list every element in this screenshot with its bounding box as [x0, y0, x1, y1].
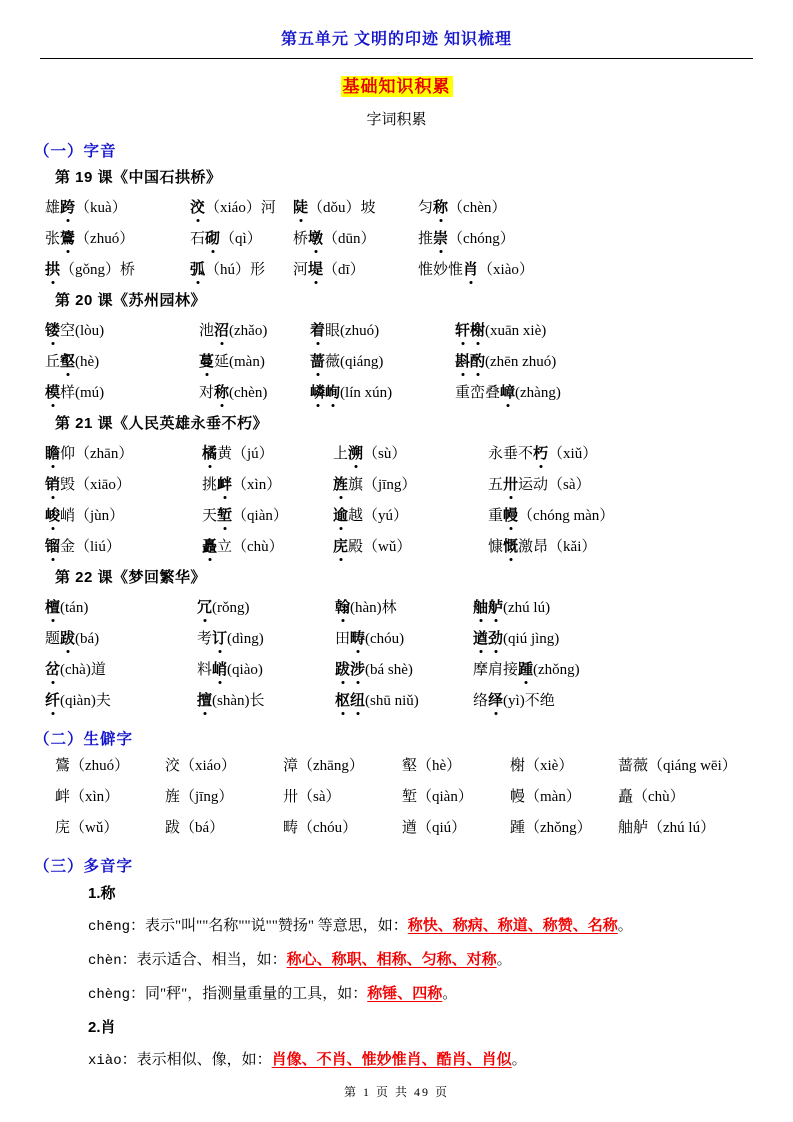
rare-char-item: 庑（wǔ） [55, 820, 119, 836]
word-text: 料 [197, 662, 213, 678]
word-row [45, 686, 753, 717]
emphasized-char: 卅 [503, 470, 518, 501]
rare-char-item: 畴（chóu） [283, 820, 358, 836]
word-item [45, 224, 190, 255]
word-text: （qiàn） [232, 508, 288, 524]
word-row [45, 193, 753, 224]
pinyin-label: chēng [88, 919, 131, 935]
word-item [190, 224, 293, 255]
word-item [45, 470, 202, 501]
word-text: 题 [45, 631, 61, 647]
word-text: 张 [45, 231, 61, 247]
word-row [45, 316, 753, 347]
word-text: (hè) [75, 354, 100, 370]
emphasized-char: 衅 [217, 470, 232, 501]
rare-char-item: 壑（hè） [402, 758, 462, 774]
emphasized-char: 酌 [470, 347, 485, 378]
rare-char-item: 遒（qiú） [402, 820, 467, 836]
rare-char-item: 漳（zhāng） [283, 758, 364, 774]
rare-char-item: 幔（màn） [510, 789, 581, 805]
word-text: （dī） [323, 262, 365, 278]
word-item [455, 378, 753, 409]
emphasized-char: 蔷 [310, 347, 325, 378]
example-words: 称快、称病、称道、称赞、名称 [407, 918, 618, 934]
word-text: (qiú jìng) [503, 631, 560, 647]
word-item [45, 624, 197, 655]
definition-text: ：同"秤"，指测量重量的工具，如： [130, 986, 368, 1002]
polyphone-heading: 2.肖 [88, 1019, 116, 1036]
example-words: 肖像、不肖、惟妙惟肖、酷肖、肖似 [271, 1052, 512, 1068]
lesson-block [40, 286, 753, 409]
word-text: 重 [488, 508, 504, 524]
rare-char-list [40, 751, 753, 844]
emphasized-char: 肖 [463, 255, 478, 286]
emphasized-char: 翰 [335, 593, 350, 624]
sentence-end: 。 [617, 918, 633, 934]
rare-char-item: 洨（xiáo） [165, 758, 236, 774]
word-row [45, 501, 753, 532]
word-text: (rǒng) [212, 600, 250, 616]
emphasized-char: 擅 [197, 686, 212, 717]
word-text: （kuà） [75, 200, 127, 216]
emphasized-char: 称 [214, 378, 229, 409]
emphasized-char: 着 [310, 316, 325, 347]
word-item [310, 347, 455, 378]
emphasized-char: 峋 [325, 378, 340, 409]
word-item [45, 255, 190, 286]
word-text: 考 [197, 631, 213, 647]
word-text: （hú）形 [205, 262, 266, 278]
word-text: 慷 [488, 539, 504, 555]
rare-char-item: 榭（xiè） [510, 758, 574, 774]
word-text: 雄 [45, 200, 61, 216]
lesson-block [40, 563, 753, 717]
rare-char-item: 鷟（zhuó） [55, 758, 130, 774]
word-text: 五 [488, 477, 504, 493]
word-item [473, 686, 753, 717]
lesson-title: 第 20 课《苏州园林》 [55, 292, 207, 309]
word-row [45, 624, 753, 655]
sentence-end: 。 [442, 986, 458, 1002]
emphasized-char: 涉 [350, 655, 365, 686]
sentence-end: 。 [496, 952, 512, 968]
word-text: （qì） [220, 231, 262, 247]
word-item [202, 470, 333, 501]
word-row [45, 439, 753, 470]
emphasized-char: 峭 [212, 655, 227, 686]
example-words: 称心、称职、相称、匀称、对称 [286, 952, 497, 968]
word-text: 峭（jùn） [60, 508, 125, 524]
emphasized-char: 订 [212, 624, 227, 655]
highlight-title-row [40, 72, 753, 97]
word-text: 天 [202, 508, 218, 524]
emphasized-char: 砌 [205, 224, 220, 255]
word-text: 上 [333, 446, 349, 462]
word-text: 络 [473, 693, 489, 709]
word-row [45, 224, 753, 255]
emphasized-char: 纤 [45, 686, 60, 717]
word-text: 延(màn) [214, 354, 265, 370]
emphasized-char: 销 [45, 470, 60, 501]
word-text: 丘 [45, 354, 61, 370]
emphasized-char: 峻 [45, 501, 60, 532]
polyphone-line [88, 978, 753, 1012]
word-item [45, 501, 202, 532]
emphasized-char: 壑 [60, 347, 75, 378]
word-text: （chèn） [448, 200, 507, 216]
word-text: (xuān xiè) [485, 323, 547, 339]
word-text: 旗（jīng） [348, 477, 417, 493]
rare-char-item: 舳舻（zhú lú） [618, 820, 716, 836]
rare-char-item: 堑（qiàn） [402, 789, 473, 805]
word-item [45, 686, 197, 717]
lesson-block [40, 163, 753, 286]
word-text: (lín xún) [340, 385, 393, 401]
word-item [293, 224, 418, 255]
word-text: （xìn） [232, 477, 282, 493]
word-text: 黄（jú） [217, 446, 274, 462]
word-text: 挑 [202, 477, 218, 493]
example-words: 称锤、四称 [367, 986, 443, 1002]
word-text: (dìng) [227, 631, 264, 647]
emphasized-char: 嶂 [500, 378, 515, 409]
word-item [45, 532, 202, 563]
word-item [293, 193, 418, 224]
word-text: （dūn） [323, 231, 376, 247]
word-text: 石 [190, 231, 206, 247]
word-text: （xiǔ） [548, 446, 598, 462]
word-text: 金（liú） [60, 539, 121, 555]
word-text: 河 [293, 262, 309, 278]
word-item [335, 686, 473, 717]
emphasized-char: 幔 [503, 501, 518, 532]
word-item [418, 255, 753, 286]
word-text: (zhēn zhuó) [485, 354, 557, 370]
word-item [310, 316, 455, 347]
emphasized-char: 枢 [335, 686, 350, 717]
emphasized-char: 舳 [473, 593, 488, 624]
word-item [418, 193, 753, 224]
word-item [202, 501, 333, 532]
rare-char-row [55, 751, 753, 782]
word-item [333, 501, 488, 532]
emphasized-char: 舻 [488, 593, 503, 624]
word-text: 激昂（kǎi） [518, 539, 597, 555]
word-text: 摩肩接 [473, 662, 519, 678]
rare-char-item: 蔷薇（qiáng wēi） [618, 758, 737, 774]
emphasized-char: 榭 [470, 316, 485, 347]
word-item [45, 593, 197, 624]
emphasized-char: 冗 [197, 593, 212, 624]
emphasized-char: 朽 [533, 439, 548, 470]
word-text: 运动（sà） [518, 477, 591, 493]
highlight-title: 基础知识积累 [342, 77, 451, 96]
emphasized-char: 劲 [488, 624, 503, 655]
word-text: (zhàng) [515, 385, 561, 401]
word-item [333, 470, 488, 501]
word-text: （xiào） [478, 262, 534, 278]
word-text: 推 [418, 231, 434, 247]
polyphone-heading: 1.称 [88, 885, 116, 902]
word-text: （chóng màn） [518, 508, 615, 524]
emphasized-char: 洨 [190, 193, 205, 224]
word-item [190, 193, 293, 224]
lesson-title: 第 21 课《人民英雄永垂不朽》 [55, 415, 269, 432]
word-item [199, 378, 310, 409]
word-item [45, 378, 199, 409]
emphasized-char: 踵 [518, 655, 533, 686]
word-text: （dǒu）坡 [308, 200, 376, 216]
emphasized-char: 岔 [45, 655, 60, 686]
rare-char-item: 矗（chù） [618, 789, 685, 805]
word-text: 惟妙惟 [418, 262, 464, 278]
word-text: 立（chù） [217, 539, 284, 555]
word-text: （sù） [363, 446, 407, 462]
word-item [488, 439, 753, 470]
word-text: 永垂不 [488, 446, 534, 462]
header-divider [40, 58, 753, 59]
emphasized-char: 陡 [293, 193, 308, 224]
emphasized-char: 堤 [308, 255, 323, 286]
word-text: (qiào) [227, 662, 263, 678]
word-row [45, 532, 753, 563]
definition-text: ：表示相似、像，如： [121, 1052, 272, 1068]
emphasized-char: 轩 [455, 316, 470, 347]
rare-char-item: 衅（xìn） [55, 789, 120, 805]
word-item [335, 655, 473, 686]
word-text: （chóng） [448, 231, 515, 247]
emphasized-char: 遒 [473, 624, 488, 655]
emphasized-char: 拱 [45, 255, 60, 286]
rare-char-item: 跋（bá） [165, 820, 225, 836]
section-label-polyphones: （三）多音字 [34, 858, 134, 875]
document-title: 第五单元 文明的印迹 知识梳理 [280, 31, 512, 48]
word-text: (zhǎo) [229, 323, 268, 339]
emphasized-char: 镏 [45, 532, 60, 563]
word-row [45, 378, 753, 409]
emphasized-char: 堑 [217, 501, 232, 532]
emphasized-char: 跋 [60, 624, 75, 655]
word-text: 对 [199, 385, 215, 401]
lesson-block [40, 409, 753, 563]
definition-text: ：表示适合、相当，如： [121, 952, 287, 968]
polyphone-line [88, 1044, 753, 1078]
emphasized-char: 模 [45, 378, 60, 409]
definition-text: ：表示"叫""名称""说""赞扬" 等意思，如： [130, 918, 408, 934]
lesson-title: 第 22 课《梦回繁华》 [55, 569, 207, 586]
word-text: （zhuó） [75, 231, 135, 247]
word-row [45, 470, 753, 501]
word-item [45, 316, 199, 347]
word-text: (chèn) [229, 385, 268, 401]
word-text: (chóu) [365, 631, 405, 647]
word-text: (chà)道 [60, 662, 106, 678]
word-item [473, 593, 753, 624]
word-text: （xiáo）河 [205, 200, 276, 216]
word-item [190, 255, 293, 286]
word-text: 薇(qiáng) [325, 354, 384, 370]
word-text: (shū niǔ) [365, 693, 419, 709]
emphasized-char: 斟 [455, 347, 470, 378]
emphasized-char: 蔓 [199, 347, 214, 378]
emphasized-char: 墩 [308, 224, 323, 255]
word-text: (tán) [60, 600, 89, 616]
word-item [488, 501, 753, 532]
emphasized-char: 橘 [202, 439, 217, 470]
word-item [335, 593, 473, 624]
word-text: 殿（wǔ） [348, 539, 412, 555]
rare-char-row [55, 782, 753, 813]
word-text: (bá shè) [365, 662, 413, 678]
subtitle: 字词积累 [366, 112, 427, 128]
word-text: 越（yú） [348, 508, 409, 524]
lesson-title: 第 19 课《中国石拱桥》 [55, 169, 222, 186]
word-text: 池 [199, 323, 215, 339]
emphasized-char: 镂 [45, 316, 60, 347]
word-text: 样(mú) [60, 385, 105, 401]
word-item [455, 347, 753, 378]
emphasized-char: 称 [433, 193, 448, 224]
emphasized-char: 绎 [488, 686, 503, 717]
pinyin-label: chèn [88, 953, 122, 969]
word-item [197, 686, 335, 717]
word-item [197, 655, 335, 686]
word-item [197, 593, 335, 624]
emphasized-char: 弧 [190, 255, 205, 286]
word-item [199, 347, 310, 378]
rare-char-item: 踵（zhǒng） [510, 820, 592, 836]
word-text: (shàn)长 [212, 693, 265, 709]
word-item [45, 655, 197, 686]
page-number: 第 1 页 共 49 页 [343, 1085, 449, 1099]
emphasized-char: 檀 [45, 593, 60, 624]
word-text: (zhú lú) [503, 600, 551, 616]
pinyin-label: chèng [88, 987, 131, 1003]
word-item [310, 378, 455, 409]
emphasized-char: 逾 [333, 501, 348, 532]
emphasized-char: 庑 [333, 532, 348, 563]
word-text: （gǒng）桥 [60, 262, 136, 278]
word-item [335, 624, 473, 655]
word-item [199, 316, 310, 347]
emphasized-char: 纽 [350, 686, 365, 717]
word-text: 仰（zhān） [60, 446, 134, 462]
word-text: (yì)不绝 [503, 693, 555, 709]
word-item [455, 316, 753, 347]
sentence-end: 。 [511, 1052, 527, 1068]
word-item [333, 439, 488, 470]
word-item [488, 470, 753, 501]
emphasized-char: 慨 [503, 532, 518, 563]
word-item [473, 655, 753, 686]
word-row [45, 347, 753, 378]
word-item [293, 255, 418, 286]
emphasized-char: 矗 [202, 532, 217, 563]
emphasized-char: 崇 [433, 224, 448, 255]
word-item [45, 193, 190, 224]
emphasized-char: 嶙 [310, 378, 325, 409]
word-row [45, 655, 753, 686]
polyphone-line [88, 944, 753, 978]
word-item [197, 624, 335, 655]
word-text: 眼(zhuó) [325, 323, 380, 339]
polyphone-list [40, 878, 753, 1078]
emphasized-char: 跨 [60, 193, 75, 224]
word-item [333, 532, 488, 563]
word-text: 匀 [418, 200, 434, 216]
emphasized-char: 旌 [333, 470, 348, 501]
emphasized-char: 跋 [335, 655, 350, 686]
word-text: (hàn)林 [350, 600, 397, 616]
word-text: 桥 [293, 231, 309, 247]
word-item [202, 439, 333, 470]
word-item [202, 532, 333, 563]
lesson-list [40, 163, 753, 717]
word-item [45, 439, 202, 470]
word-text: 田 [335, 631, 351, 647]
emphasized-char: 溯 [348, 439, 363, 470]
emphasized-char: 瞻 [45, 439, 60, 470]
pinyin-label: xiào [88, 1053, 122, 1069]
section-label-pinyin: （一）字音 [34, 143, 117, 160]
polyphone-line [88, 910, 753, 944]
emphasized-char: 畴 [350, 624, 365, 655]
word-item [418, 224, 753, 255]
word-item [45, 347, 199, 378]
word-row [45, 593, 753, 624]
word-item [488, 532, 753, 563]
emphasized-char: 沼 [214, 316, 229, 347]
rare-char-row [55, 813, 753, 844]
word-text: 空(lòu) [60, 323, 105, 339]
word-text: 毁（xiāo） [60, 477, 131, 493]
emphasized-char: 鷟 [60, 224, 75, 255]
word-row [45, 255, 753, 286]
word-item [473, 624, 753, 655]
section-label-rare-chars: （二）生僻字 [34, 731, 134, 748]
rare-char-item: 旌（jīng） [165, 789, 234, 805]
rare-char-item: 卅（sà） [283, 789, 341, 805]
word-text: (zhǒng) [533, 662, 580, 678]
word-text: (qiàn)夫 [60, 693, 111, 709]
word-text: 重峦叠 [455, 385, 501, 401]
word-text: (bá) [75, 631, 100, 647]
